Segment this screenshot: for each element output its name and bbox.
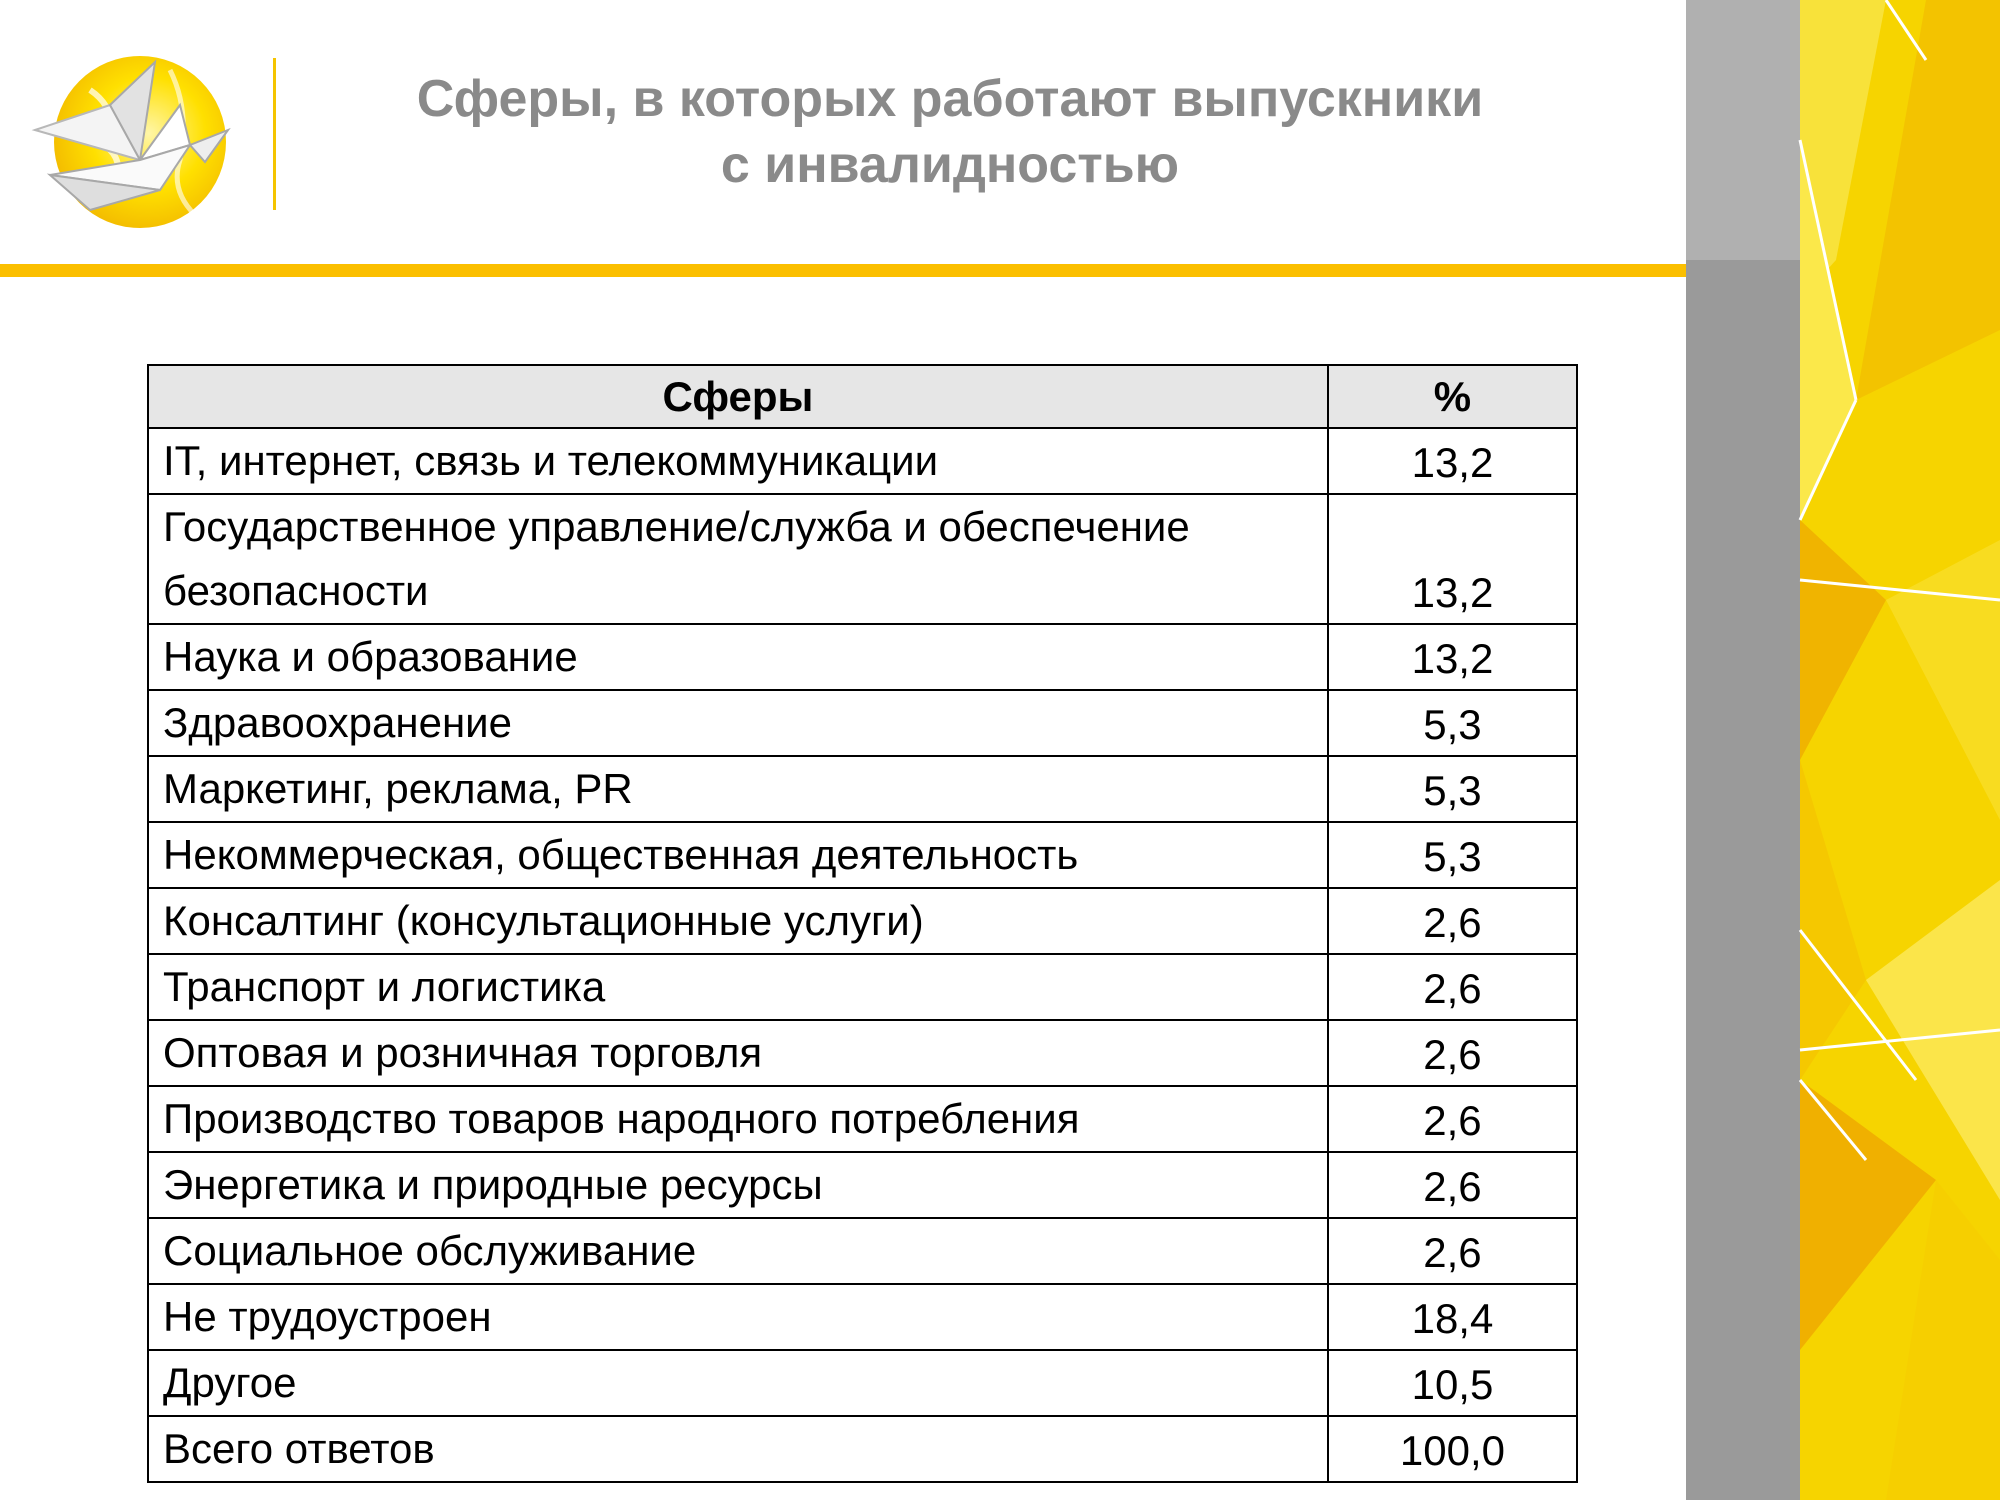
sphere-percent: 2,6 [1328,1152,1577,1218]
table-row [148,624,1577,690]
sphere-percent: 5,3 [1328,822,1577,888]
header-percent: % [1328,365,1577,428]
table-row [148,494,1577,624]
table-row [148,1284,1577,1350]
sphere-name: Другое [148,1350,1328,1416]
table-body [148,428,1577,1482]
spheres-table [147,364,1578,1483]
geometric-pattern-icon [1686,0,2000,1500]
title-line-1: Сферы, в которых работают выпускники [416,70,1484,128]
sphere-percent: 5,3 [1328,756,1577,822]
logo-divider [273,58,276,210]
sphere-name: Наука и образование [148,624,1328,690]
sphere-percent: 2,6 [1328,1086,1577,1152]
table-row [148,428,1577,494]
origami-bird-globe-icon [30,50,245,230]
sphere-percent: 10,5 [1328,1350,1577,1416]
title-line-2: с инвалидностью [720,136,1180,194]
sphere-percent: 2,6 [1328,888,1577,954]
sphere-name: Консалтинг (консультационные услуги) [148,888,1328,954]
table-row [148,1152,1577,1218]
sphere-name: Социальное обслуживание [148,1218,1328,1284]
sphere-name: Здравоохранение [148,690,1328,756]
sphere-name: Государственное управление/служба и обеспечение безопасности [148,494,1328,624]
sphere-name: Энергетика и природные ресурсы [148,1152,1328,1218]
table-row [148,822,1577,888]
table-header-row [148,365,1577,428]
table-row [148,954,1577,1020]
sphere-name: Транспорт и логистика [148,954,1328,1020]
sphere-name: Всего ответов [148,1416,1328,1482]
table-row [148,756,1577,822]
table-row [148,1218,1577,1284]
header-sphere: Сферы [148,365,1328,428]
sphere-percent: 5,3 [1328,690,1577,756]
sphere-percent: 100,0 [1328,1416,1577,1482]
sphere-name: Не трудоустроен [148,1284,1328,1350]
sphere-percent: 18,4 [1328,1284,1577,1350]
sphere-name: Некоммерческая, общественная деятельность [148,822,1328,888]
sphere-percent: 13,2 [1328,624,1577,690]
table-row [148,888,1577,954]
page-title [300,66,1600,198]
table-row [148,1350,1577,1416]
sphere-percent: 13,2 [1328,428,1577,494]
sphere-name: Оптовая и розничная торговля [148,1020,1328,1086]
table-row [148,1086,1577,1152]
table-row [148,1416,1577,1482]
sphere-percent: 13,2 [1328,494,1577,624]
sphere-percent: 2,6 [1328,1218,1577,1284]
logo [30,50,245,230]
sphere-percent: 2,6 [1328,1020,1577,1086]
table-row [148,1020,1577,1086]
header-rule [0,264,1800,277]
sphere-name: Маркетинг, реклама, PR [148,756,1328,822]
table-row [148,690,1577,756]
sphere-name: IT, интернет, связь и телекоммуникации [148,428,1328,494]
sphere-name: Производство товаров народного потребления [148,1086,1328,1152]
side-decoration [1686,0,2000,1500]
sphere-percent: 2,6 [1328,954,1577,1020]
